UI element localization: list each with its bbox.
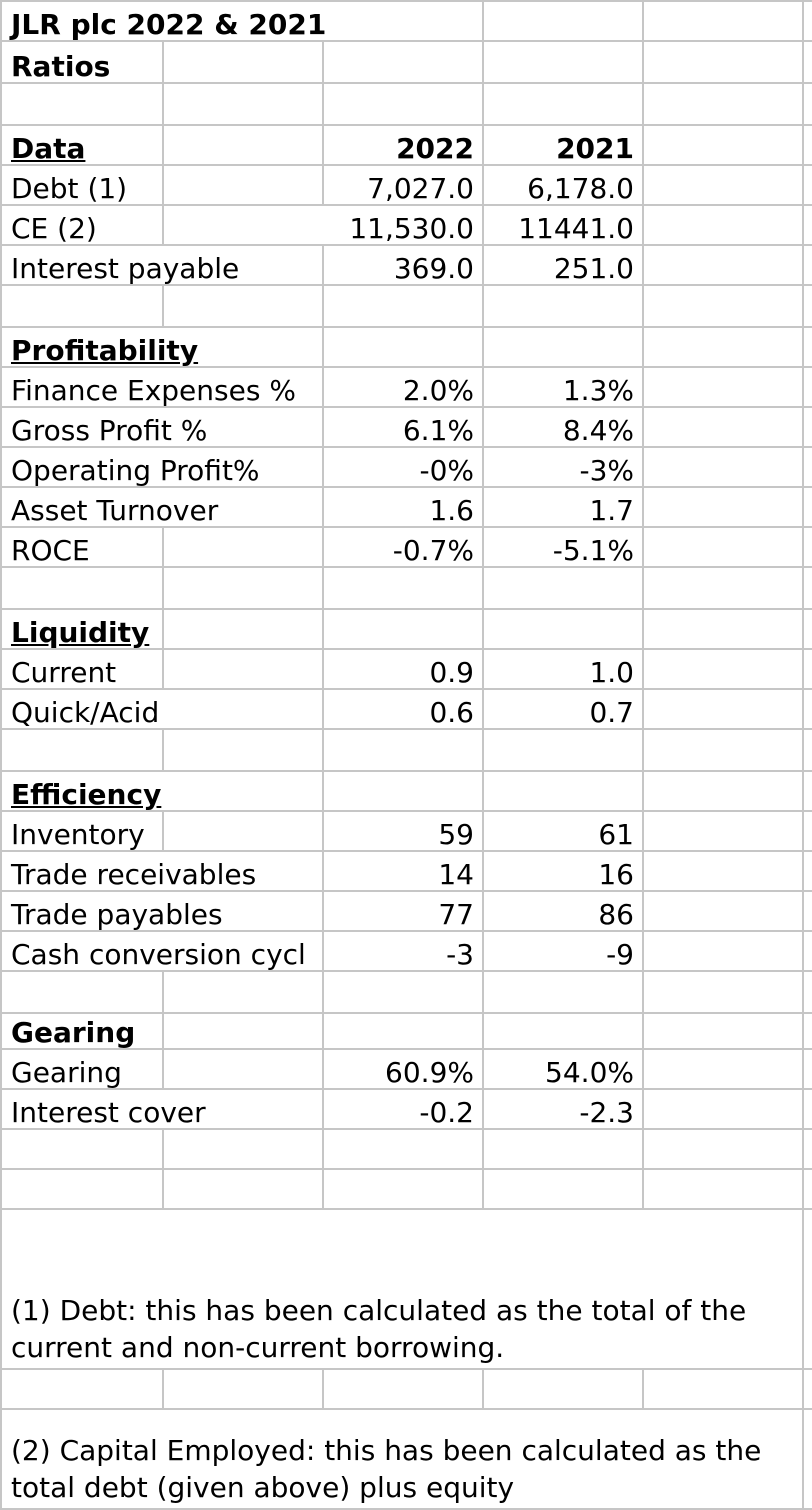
- empty-cell[interactable]: [803, 367, 812, 407]
- empty-cell[interactable]: [643, 1089, 803, 1129]
- row-label-asset-turnover[interactable]: Asset Turnover: [1, 487, 163, 527]
- empty-cell[interactable]: [323, 1013, 483, 1049]
- empty-cell[interactable]: [643, 811, 803, 851]
- row-label-trade-payables[interactable]: Trade payables: [1, 891, 163, 931]
- empty-cell[interactable]: [803, 771, 812, 811]
- gross-profit-2022[interactable]: 6.1%: [323, 407, 483, 447]
- interest-cover-2021[interactable]: -2.3: [483, 1089, 643, 1129]
- asset-turnover-2022[interactable]: 1.6: [323, 487, 483, 527]
- empty-cell[interactable]: [643, 285, 803, 327]
- empty-cell[interactable]: [483, 729, 643, 771]
- sheet-subtitle-cell[interactable]: [1, 41, 163, 83]
- empty-cell[interactable]: [1, 567, 163, 609]
- empty-cell[interactable]: [803, 527, 812, 567]
- empty-cell[interactable]: [803, 1089, 812, 1129]
- row-label-interest-cover[interactable]: Interest cover: [1, 1089, 163, 1129]
- interest-payable-2022[interactable]: 369.0: [323, 245, 483, 285]
- inventory-2021[interactable]: 61: [483, 811, 643, 851]
- row-label-gross-profit[interactable]: Gross Profit %: [1, 407, 163, 447]
- empty-cell[interactable]: [163, 1369, 323, 1409]
- row-label-gearing[interactable]: Gearing: [1, 1049, 163, 1089]
- row-label-current[interactable]: Current: [1, 649, 163, 689]
- row-label-interest-payable[interactable]: Interest payable: [1, 245, 163, 285]
- empty-cell[interactable]: [163, 649, 323, 689]
- trade-receivables-2022[interactable]: 14: [323, 851, 483, 891]
- empty-cell[interactable]: [803, 609, 812, 649]
- empty-cell[interactable]: [483, 971, 643, 1013]
- empty-cell[interactable]: [163, 1049, 323, 1089]
- empty-cell[interactable]: [803, 1049, 812, 1089]
- empty-cell[interactable]: [323, 1129, 483, 1169]
- empty-cell[interactable]: [643, 971, 803, 1013]
- ce-2022-cell[interactable]: [163, 205, 323, 245]
- inventory-2022[interactable]: 59: [323, 811, 483, 851]
- empty-cell[interactable]: [483, 1169, 643, 1209]
- empty-cell[interactable]: [1, 83, 163, 125]
- empty-cell[interactable]: [323, 1, 483, 41]
- finance-expenses-2021[interactable]: 1.3%: [483, 367, 643, 407]
- empty-cell[interactable]: [803, 447, 812, 487]
- empty-cell[interactable]: [323, 327, 483, 367]
- empty-cell[interactable]: [643, 649, 803, 689]
- empty-cell[interactable]: [643, 487, 803, 527]
- empty-cell[interactable]: [323, 41, 483, 83]
- empty-cell[interactable]: [1, 1169, 163, 1209]
- empty-cell[interactable]: [1, 971, 163, 1013]
- interest-payable-2021[interactable]: 251.0: [483, 245, 643, 285]
- empty-cell[interactable]: [803, 487, 812, 527]
- empty-cell[interactable]: [483, 1129, 643, 1169]
- empty-cell[interactable]: [483, 285, 643, 327]
- note-debt-definition[interactable]: (1) Debt: this has been calculated as the total of the current and non-current borrowing.: [1, 1209, 803, 1369]
- row-label-operating-profit[interactable]: Operating Profit%: [1, 447, 163, 487]
- empty-cell[interactable]: [643, 1169, 803, 1209]
- empty-cell[interactable]: [803, 205, 812, 245]
- row-label-trade-receivables[interactable]: Trade receivables: [1, 851, 163, 891]
- empty-cell[interactable]: [323, 729, 483, 771]
- empty-cell[interactable]: [643, 689, 803, 729]
- empty-cell[interactable]: [643, 41, 803, 83]
- empty-cell[interactable]: [643, 125, 803, 165]
- sheet-title-cell[interactable]: [1, 1, 327, 41]
- empty-cell[interactable]: [643, 771, 803, 811]
- empty-cell[interactable]: [643, 891, 803, 931]
- empty-cell[interactable]: [163, 125, 323, 165]
- data-section-heading[interactable]: Data: [1, 125, 163, 165]
- empty-cell[interactable]: [163, 41, 323, 83]
- empty-cell[interactable]: [483, 609, 643, 649]
- row-label-finance-expenses[interactable]: Finance Expenses %: [1, 367, 163, 407]
- row-label-ce[interactable]: CE (2): [1, 205, 163, 245]
- empty-cell[interactable]: [643, 931, 803, 971]
- empty-cell[interactable]: [1, 1369, 163, 1409]
- empty-cell[interactable]: [643, 245, 803, 285]
- empty-cell[interactable]: [643, 83, 803, 125]
- empty-cell[interactable]: [163, 83, 323, 125]
- current-2022[interactable]: 0.9: [323, 649, 483, 689]
- empty-cell[interactable]: [803, 407, 812, 447]
- empty-cell[interactable]: [803, 971, 812, 1013]
- empty-cell[interactable]: [163, 771, 323, 811]
- empty-cell[interactable]: [163, 165, 323, 205]
- empty-cell[interactable]: [643, 567, 803, 609]
- empty-cell[interactable]: [803, 1013, 812, 1049]
- empty-cell[interactable]: [163, 567, 323, 609]
- empty-cell[interactable]: [643, 609, 803, 649]
- empty-cell[interactable]: [1, 285, 163, 327]
- interest-cover-2022[interactable]: -0.2: [323, 1089, 483, 1129]
- empty-cell[interactable]: [643, 851, 803, 891]
- operating-profit-2021[interactable]: -3%: [483, 447, 643, 487]
- row-label-inventory[interactable]: Inventory: [1, 811, 163, 851]
- gross-profit-2021[interactable]: 8.4%: [483, 407, 643, 447]
- empty-cell[interactable]: [643, 1, 803, 41]
- trade-receivables-2021[interactable]: 16: [483, 851, 643, 891]
- empty-cell[interactable]: [803, 1169, 812, 1209]
- empty-cell[interactable]: [483, 1, 643, 41]
- empty-cell[interactable]: [643, 527, 803, 567]
- empty-cell[interactable]: [803, 851, 812, 891]
- empty-cell[interactable]: [483, 771, 643, 811]
- debt-2022[interactable]: 7,027.0: [323, 165, 483, 205]
- empty-cell[interactable]: [163, 609, 323, 649]
- empty-cell[interactable]: [483, 41, 643, 83]
- empty-cell[interactable]: [643, 1129, 803, 1169]
- empty-cell[interactable]: [803, 931, 812, 971]
- ce-2021[interactable]: 11441.0: [483, 205, 643, 245]
- empty-cell[interactable]: [163, 1169, 323, 1209]
- debt-2021[interactable]: 6,178.0: [483, 165, 643, 205]
- gearing-2021[interactable]: 54.0%: [483, 1049, 643, 1089]
- current-2021[interactable]: 1.0: [483, 649, 643, 689]
- empty-cell[interactable]: [323, 1169, 483, 1209]
- empty-cell[interactable]: [323, 285, 483, 327]
- empty-cell[interactable]: [643, 407, 803, 447]
- gearing-section-heading[interactable]: Gearing: [1, 1013, 163, 1049]
- empty-cell[interactable]: [1, 729, 163, 771]
- empty-cell[interactable]: [483, 1369, 643, 1409]
- empty-cell[interactable]: [803, 649, 812, 689]
- empty-cell[interactable]: [803, 811, 812, 851]
- empty-cell[interactable]: [163, 285, 323, 327]
- empty-cell[interactable]: [323, 771, 483, 811]
- empty-cell[interactable]: [163, 971, 323, 1013]
- roce-2022[interactable]: -0.7%: [323, 527, 483, 567]
- empty-cell[interactable]: [803, 1, 812, 41]
- empty-cell[interactable]: [803, 165, 812, 205]
- trade-payables-2022[interactable]: 77: [323, 891, 483, 931]
- empty-cell[interactable]: [163, 689, 323, 729]
- empty-cell[interactable]: [323, 1369, 483, 1409]
- cash-conversion-cycle-2021[interactable]: -9: [483, 931, 643, 971]
- column-header-2021[interactable]: 2021: [483, 125, 643, 165]
- empty-cell[interactable]: [803, 245, 812, 285]
- ce-2022[interactable]: 11,530.0: [323, 205, 483, 245]
- empty-cell[interactable]: [643, 729, 803, 771]
- empty-cell[interactable]: [803, 891, 812, 931]
- empty-cell[interactable]: [163, 1013, 323, 1049]
- sheet-title: JLR plc 2022 & 2021: [11, 8, 327, 41]
- row-label-roce[interactable]: ROCE: [1, 527, 163, 567]
- empty-cell[interactable]: [483, 567, 643, 609]
- empty-cell[interactable]: [803, 285, 812, 327]
- empty-cell[interactable]: [643, 327, 803, 367]
- empty-cell[interactable]: [163, 811, 323, 851]
- empty-cell[interactable]: [803, 1369, 812, 1409]
- empty-cell[interactable]: [643, 1049, 803, 1089]
- profitability-section-heading[interactable]: Profitability: [1, 327, 163, 367]
- quick-acid-2022[interactable]: 0.6: [323, 689, 483, 729]
- sheet-subtitle: Ratios: [11, 50, 111, 83]
- note-capital-employed-definition[interactable]: (2) Capital Employed: this has been calculated as the total debt (given above) plus equity: [1, 1409, 803, 1509]
- liquidity-section-heading[interactable]: Liquidity: [1, 609, 163, 649]
- empty-cell[interactable]: [643, 447, 803, 487]
- empty-cell[interactable]: [483, 327, 643, 367]
- empty-cell[interactable]: [483, 1013, 643, 1049]
- trade-payables-2021[interactable]: 86: [483, 891, 643, 931]
- asset-turnover-2021[interactable]: 1.7: [483, 487, 643, 527]
- empty-cell[interactable]: [803, 125, 812, 165]
- empty-cell[interactable]: [803, 327, 812, 367]
- empty-cell[interactable]: [163, 729, 323, 771]
- empty-cell[interactable]: [803, 1129, 812, 1169]
- roce-2021[interactable]: -5.1%: [483, 527, 643, 567]
- empty-cell[interactable]: [323, 567, 483, 609]
- empty-cell[interactable]: [803, 729, 812, 771]
- empty-cell[interactable]: [643, 367, 803, 407]
- empty-cell[interactable]: [643, 1369, 803, 1409]
- empty-cell[interactable]: [643, 205, 803, 245]
- empty-cell[interactable]: [323, 971, 483, 1013]
- cash-conversion-cycle-2022[interactable]: -3: [323, 931, 483, 971]
- gearing-2022[interactable]: 60.9%: [323, 1049, 483, 1089]
- empty-cell[interactable]: [1, 1129, 163, 1169]
- row-label-debt[interactable]: Debt (1): [1, 165, 163, 205]
- empty-cell[interactable]: [643, 1013, 803, 1049]
- empty-cell[interactable]: [803, 41, 812, 83]
- finance-expenses-2022[interactable]: 2.0%: [323, 367, 483, 407]
- efficiency-section-heading[interactable]: Efficiency: [1, 771, 163, 811]
- empty-cell[interactable]: [803, 1409, 812, 1509]
- empty-cell[interactable]: [803, 1209, 812, 1369]
- empty-cell[interactable]: [803, 689, 812, 729]
- operating-profit-2022[interactable]: -0%: [323, 447, 483, 487]
- row-label-cash-conversion-cycle[interactable]: Cash conversion cycl: [1, 931, 323, 971]
- empty-cell[interactable]: [483, 83, 643, 125]
- column-header-2022[interactable]: 2022: [323, 125, 483, 165]
- empty-cell[interactable]: [323, 609, 483, 649]
- empty-cell[interactable]: [643, 165, 803, 205]
- empty-cell[interactable]: [803, 567, 812, 609]
- empty-cell[interactable]: [323, 83, 483, 125]
- row-label-quick-acid[interactable]: Quick/Acid: [1, 689, 163, 729]
- empty-cell[interactable]: [163, 1129, 323, 1169]
- empty-cell[interactable]: [803, 83, 812, 125]
- quick-acid-2021[interactable]: 0.7: [483, 689, 643, 729]
- empty-cell[interactable]: [163, 527, 323, 567]
